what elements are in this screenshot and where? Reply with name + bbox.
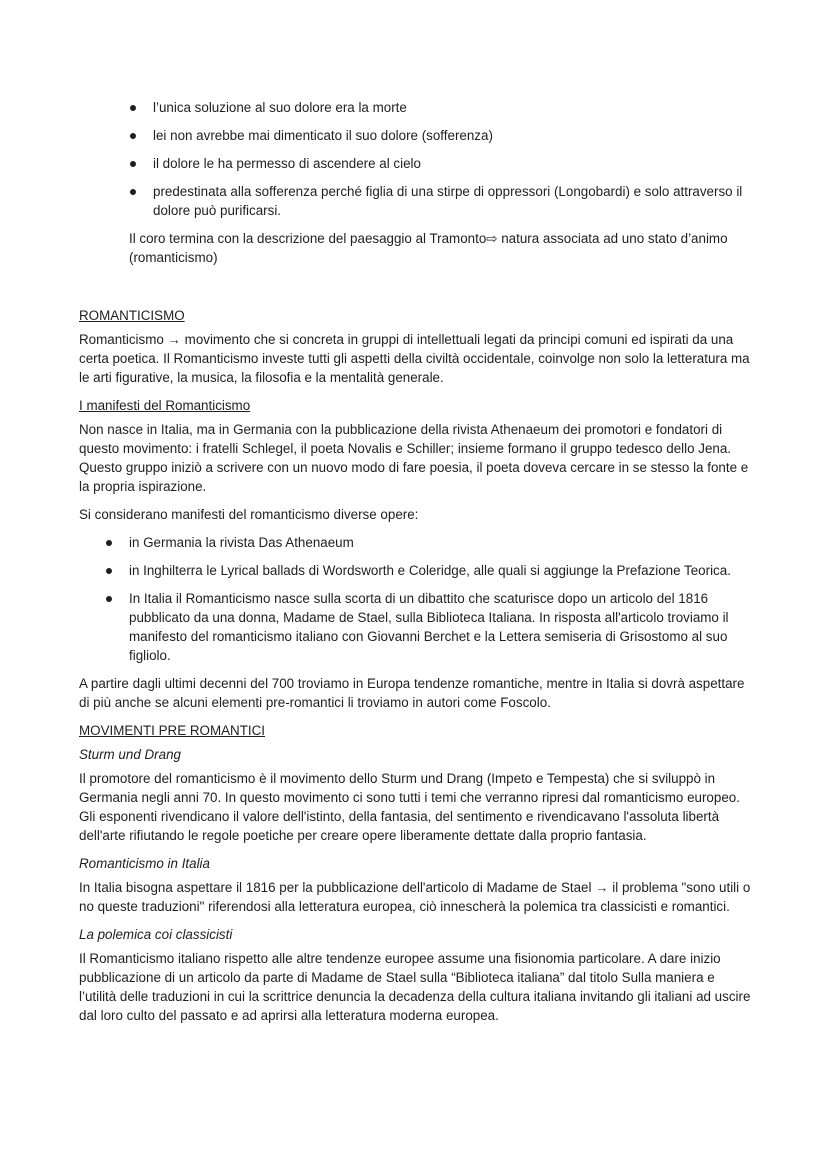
manifesti-paragraph-3: A partire dagli ultimi decenni del 700 troviamo in Europa tendenze romantiche, mentre in Italia si dovrà aspettare di più anche se alcuni elementi pre-romantici li troviamo in autori come Foscolo. [79,676,745,710]
manifesti-bullet-list [79,533,751,665]
bullet-list-top [79,98,751,220]
heading-manifesti: I manifesti del Romanticismo [79,398,251,413]
heading-pre-romantici: MOVIMENTI PRE ROMANTICI [79,723,265,738]
subheading-italia: Romanticismo in Italia [79,856,210,871]
list-item: l’unica soluzione al suo dolore era la morte [79,98,751,117]
coro-paragraph: Il coro termina con la descrizione del paesaggio al Tramonto⇨ natura associata ad uno stato d’animo (romanticismo) [129,231,728,265]
subheading-polemica: La polemica coi classicisti [79,927,233,942]
manifesti-paragraph-2: Si considerano manifesti del romanticismo diverse opere: [79,507,419,522]
list-item: il dolore le ha permesso di ascendere al cielo [79,154,751,173]
document-page [79,98,751,1034]
list-item: In Italia il Romanticismo nasce sulla scorta di un dibattito che scaturisce dopo un articolo del 1816 pubblicato da una donna, Madame de Stael, sulla Biblioteca Italiana. In risposta all'articolo troviamo il manifesto del romanticismo italiano con Giovanni Berchet e la Lettera semiseria di Grisostomo al suo figliolo. [79,589,751,665]
romanticismo-paragraph: Romanticismo → movimento che si concreta in gruppi di intellettuali legati da principi comuni ed ispirati da una certa poetica. Il Romanticismo investe tutti gli aspetti della civiltà occidentale, coinvolge non solo la letteratura ma le arti figurative, la musica, la filosofia e la mentalità generale. [79,332,750,385]
sturm-paragraph: Il promotore del romanticismo è il movimento dello Sturm und Drang (Impeto e Tempesta) che si sviluppò in Germania negli anni 70. In questo movimento ci sono tutti i temi che verranno ripresi dal romanticismo europeo. Gli esponenti rivendicano il valore dell'istinto, della fantasia, del sentimento e rivendicavano l'assoluta libertà dell'arte rifiutando le regole poetiche per creare opere liberamente dettate dalla proprio fantasia. [79,771,740,843]
list-item: lei non avrebbe mai dimenticato il suo dolore (sofferenza) [79,126,751,145]
list-item: predestinata alla sofferenza perché figlia di una stirpe di oppressori (Longobardi) e solo attraverso il dolore può purificarsi. [79,182,751,220]
italia-paragraph: In Italia bisogna aspettare il 1816 per la pubblicazione dell'articolo di Madame de Stael → il problema "sono utili o no queste traduzioni" riferendosi alla letteratura europea, ciò innescherà la polemica tra classicisti e romantici. [79,880,751,914]
heading-romanticismo: ROMANTICISMO [79,308,185,323]
manifesti-paragraph-1: Non nasce in Italia, ma in Germania con la pubblicazione della rivista Athenaeum dei promotori e fondatori di questo movimento: i fratelli Schlegel, il poeta Novalis e Schiller; insieme formano il gruppo tedesco dello Jena. Questo gruppo iniziò a scrivere con un nuovo modo di fare poesia, il poeta doveva cercare in se stesso la fonte e la propria ispirazione. [79,422,749,494]
polemica-paragraph: Il Romanticismo italiano rispetto alle altre tendenze europee assume una fisionomia particolare. A dare inizio pubblicazione di un articolo da parte di Madame de Stael sulla “Biblioteca italiana” dal titolo Sulla maniera e l’utilità delle traduzioni in cui la scrittrice denuncia la decadenza della cultura italiana invitando gli italiani ad uscire dal loro culto del passato e ad aprirsi alla letteratura moderna europea. [79,951,751,1023]
subheading-sturm: Sturm und Drang [79,747,181,762]
list-item: in Inghilterra le Lyrical ballads di Wordsworth e Coleridge, alle quali si aggiunge la Prefazione Teorica. [79,561,751,580]
list-item: in Germania la rivista Das Athenaeum [79,533,751,552]
spacer [79,276,751,306]
